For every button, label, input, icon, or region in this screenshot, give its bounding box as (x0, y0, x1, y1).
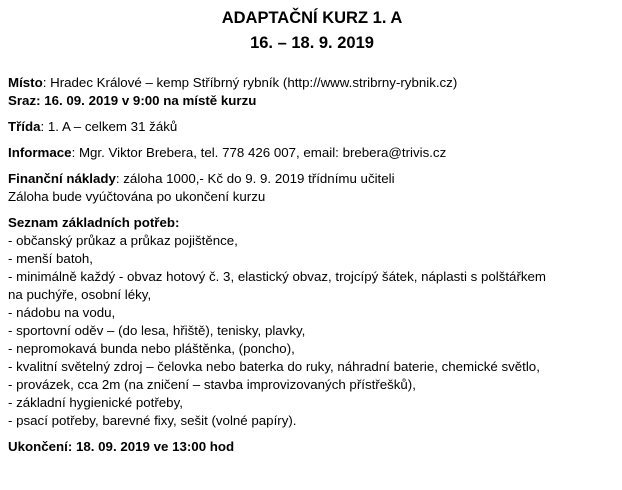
misto-line (8, 74, 616, 92)
list-item: na puchýře, osobní léky, (8, 287, 152, 302)
gap (8, 136, 616, 144)
trida-value: : 1. A – celkem 31 žáků (40, 119, 178, 134)
informace-label: Informace (8, 145, 72, 160)
naklady-line (8, 170, 616, 188)
list-item: - občanský průkaz a průkaz pojištěnce, (8, 233, 238, 248)
list-item: - sportovní oděv – (do lesa, hřiště), tenisky, plavky, (8, 323, 306, 338)
document-title: ADAPTAČNÍ KURZ 1. A (221, 9, 403, 27)
informace-value: : Mgr. Viktor Brebera, tel. 778 426 007, email: brebera@trivis.cz (71, 145, 447, 160)
ukonceni-line: Ukončení: 18. 09. 2019 ve 13:00 hod (8, 439, 235, 454)
gap (8, 430, 616, 438)
informace-line (8, 144, 616, 162)
list-item: - menší batoh, (8, 251, 93, 266)
list-item: - základní hygienické potřeby, (8, 395, 183, 410)
gap (8, 110, 616, 118)
list-item: - kvalitní světelný zdroj – čelovka nebo baterka do ruky, náhradní baterie, chemické světlo, (8, 359, 540, 374)
list-item: - psací potřeby, barevné fixy, sešit (volné papíry). (8, 413, 297, 428)
naklady-value: : záloha 1000,- Kč do 9. 9. 2019 třídnímu učiteli (115, 171, 395, 186)
trida-label: Třída (8, 119, 41, 134)
gap (8, 162, 616, 170)
needs-list (8, 232, 616, 430)
misto-label: Místo (8, 75, 43, 90)
seznam-heading: Seznam základních potřeb: (8, 215, 180, 230)
list-item: - nádobu na vodu, (8, 305, 116, 320)
list-item: - provázek, cca 2m (na zničení – stavba improvizovaných přístřešků), (8, 377, 416, 392)
title-spacer (8, 56, 616, 74)
list-item: - minimálně každý - obvaz hotový č. 3, elastický obvaz, trojcípý šátek, náplasti s polštářkem (8, 269, 547, 284)
naklady-note: Záloha bude vyúčtována po ukončení kurzu (8, 189, 266, 204)
gap (8, 206, 616, 214)
list-item: - nepromokavá bunda nebo pláštěnka, (poncho), (8, 341, 295, 356)
sraz-line: Sraz: 16. 09. 2019 v 9:00 na místě kurzu (8, 93, 257, 108)
document-dates: 16. – 18. 9. 2019 (250, 34, 374, 52)
naklady-label: Finanční náklady (8, 171, 116, 186)
trida-line (8, 118, 616, 136)
misto-value: : Hradec Králové – kemp Stříbrný rybník (http://www.stribrny-rybnik.cz) (42, 75, 458, 90)
